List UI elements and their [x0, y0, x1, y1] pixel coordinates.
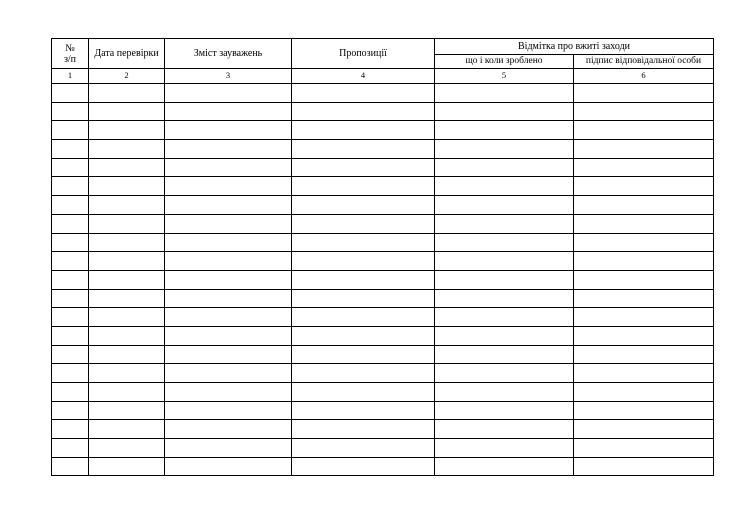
empty-cell[interactable]	[292, 457, 435, 476]
empty-cell[interactable]	[292, 84, 435, 103]
empty-cell[interactable]	[574, 364, 714, 383]
empty-cell[interactable]	[574, 383, 714, 402]
empty-cell[interactable]	[435, 326, 574, 345]
table-row	[52, 177, 714, 196]
empty-cell[interactable]	[292, 401, 435, 420]
empty-cell[interactable]	[292, 308, 435, 327]
empty-cell[interactable]	[292, 252, 435, 271]
table-row	[52, 383, 714, 402]
empty-cell[interactable]	[52, 383, 89, 402]
table-row	[52, 140, 714, 159]
empty-cell[interactable]	[165, 401, 292, 420]
empty-cell[interactable]	[165, 457, 292, 476]
table-row	[52, 196, 714, 215]
table-row	[52, 214, 714, 233]
column-number: 1	[52, 69, 89, 84]
table-row	[52, 252, 714, 271]
empty-cell[interactable]	[574, 177, 714, 196]
table-row	[52, 289, 714, 308]
empty-cell[interactable]	[165, 383, 292, 402]
empty-cell[interactable]	[89, 345, 165, 364]
empty-cell[interactable]	[574, 158, 714, 177]
empty-cell[interactable]	[52, 270, 89, 289]
table-body	[52, 84, 714, 476]
empty-cell[interactable]	[292, 289, 435, 308]
empty-cell[interactable]	[435, 401, 574, 420]
empty-cell[interactable]	[574, 233, 714, 252]
empty-cell[interactable]	[89, 308, 165, 327]
empty-cell[interactable]	[89, 401, 165, 420]
table-row	[52, 364, 714, 383]
empty-cell[interactable]	[89, 383, 165, 402]
empty-cell[interactable]	[165, 270, 292, 289]
empty-cell[interactable]	[435, 345, 574, 364]
empty-cell[interactable]	[165, 364, 292, 383]
table-row	[52, 102, 714, 121]
column-header-number	[52, 39, 89, 69]
empty-cell[interactable]	[52, 401, 89, 420]
empty-cell[interactable]	[435, 158, 574, 177]
table-row	[52, 401, 714, 420]
number-sign: №	[65, 42, 75, 54]
empty-cell[interactable]	[435, 177, 574, 196]
empty-cell[interactable]	[165, 196, 292, 215]
empty-cell[interactable]	[574, 214, 714, 233]
empty-cell[interactable]	[165, 158, 292, 177]
empty-cell[interactable]	[574, 326, 714, 345]
empty-cell[interactable]	[574, 420, 714, 439]
empty-cell[interactable]	[292, 326, 435, 345]
table-row	[52, 439, 714, 458]
table-row	[52, 345, 714, 364]
table-row	[52, 308, 714, 327]
empty-cell[interactable]	[574, 121, 714, 140]
empty-cell[interactable]	[89, 289, 165, 308]
empty-cell[interactable]	[435, 383, 574, 402]
empty-cell[interactable]	[574, 252, 714, 271]
table-row	[52, 158, 714, 177]
empty-cell[interactable]	[165, 252, 292, 271]
column-number: 3	[165, 69, 292, 84]
empty-cell[interactable]	[89, 140, 165, 159]
empty-cell[interactable]	[435, 252, 574, 271]
empty-cell[interactable]	[52, 364, 89, 383]
empty-cell[interactable]	[52, 102, 89, 121]
empty-cell[interactable]	[292, 345, 435, 364]
empty-cell[interactable]	[292, 158, 435, 177]
empty-cell[interactable]	[89, 233, 165, 252]
header-row	[52, 39, 714, 55]
empty-cell[interactable]	[574, 196, 714, 215]
column-header-measures: Відмітка про вжиті заходи	[435, 39, 714, 55]
empty-cell[interactable]	[165, 177, 292, 196]
column-number: 2	[89, 69, 165, 84]
empty-cell[interactable]	[165, 326, 292, 345]
empty-cell[interactable]	[89, 196, 165, 215]
empty-cell[interactable]	[52, 345, 89, 364]
empty-cell[interactable]	[435, 102, 574, 121]
empty-cell[interactable]	[435, 289, 574, 308]
empty-cell[interactable]	[52, 252, 89, 271]
column-header-content: Зміст зауважень	[165, 39, 292, 69]
empty-cell[interactable]	[574, 289, 714, 308]
empty-cell[interactable]	[89, 420, 165, 439]
empty-cell[interactable]	[435, 420, 574, 439]
column-header-signature: підпис відповідальної особи	[574, 55, 714, 69]
empty-cell[interactable]	[292, 196, 435, 215]
empty-cell[interactable]	[89, 252, 165, 271]
table-row	[52, 420, 714, 439]
empty-cell[interactable]	[89, 439, 165, 458]
empty-cell[interactable]	[52, 308, 89, 327]
empty-cell[interactable]	[435, 457, 574, 476]
table-row	[52, 326, 714, 345]
empty-cell[interactable]	[292, 364, 435, 383]
empty-cell[interactable]	[292, 270, 435, 289]
empty-cell[interactable]	[574, 270, 714, 289]
empty-cell[interactable]	[52, 84, 89, 103]
empty-cell[interactable]	[574, 457, 714, 476]
empty-cell[interactable]	[435, 364, 574, 383]
empty-cell[interactable]	[292, 214, 435, 233]
empty-cell[interactable]	[165, 233, 292, 252]
empty-cell[interactable]	[89, 364, 165, 383]
empty-cell[interactable]	[165, 308, 292, 327]
empty-cell[interactable]	[52, 158, 89, 177]
empty-cell[interactable]	[52, 214, 89, 233]
empty-cell[interactable]	[574, 84, 714, 103]
empty-cell[interactable]	[435, 196, 574, 215]
column-number: 4	[292, 69, 435, 84]
column-number: 5	[435, 69, 574, 84]
empty-cell[interactable]	[435, 140, 574, 159]
table-row	[52, 233, 714, 252]
empty-cell[interactable]	[435, 270, 574, 289]
empty-cell[interactable]	[292, 420, 435, 439]
empty-cell[interactable]	[52, 140, 89, 159]
empty-cell[interactable]	[165, 214, 292, 233]
empty-cell[interactable]	[89, 84, 165, 103]
empty-cell[interactable]	[89, 158, 165, 177]
empty-cell[interactable]	[52, 289, 89, 308]
empty-cell[interactable]	[89, 121, 165, 140]
empty-cell[interactable]	[574, 439, 714, 458]
empty-cell[interactable]	[574, 345, 714, 364]
empty-cell[interactable]	[89, 326, 165, 345]
empty-cell[interactable]	[165, 102, 292, 121]
empty-cell[interactable]	[165, 289, 292, 308]
empty-cell[interactable]	[52, 196, 89, 215]
empty-cell[interactable]	[292, 177, 435, 196]
empty-cell[interactable]	[435, 233, 574, 252]
empty-cell[interactable]	[574, 102, 714, 121]
empty-cell[interactable]	[165, 121, 292, 140]
empty-cell[interactable]	[165, 439, 292, 458]
empty-cell[interactable]	[292, 383, 435, 402]
empty-cell[interactable]	[52, 177, 89, 196]
empty-cell[interactable]	[165, 420, 292, 439]
empty-cell[interactable]	[292, 439, 435, 458]
empty-cell[interactable]	[292, 233, 435, 252]
empty-cell[interactable]	[165, 140, 292, 159]
empty-cell[interactable]	[435, 214, 574, 233]
empty-cell[interactable]	[52, 457, 89, 476]
empty-cell[interactable]	[52, 326, 89, 345]
empty-cell[interactable]	[165, 345, 292, 364]
empty-cell[interactable]	[89, 102, 165, 121]
column-header-proposals: Пропозиції	[292, 39, 435, 69]
table-row	[52, 121, 714, 140]
empty-cell[interactable]	[435, 308, 574, 327]
empty-cell[interactable]	[89, 177, 165, 196]
empty-cell[interactable]	[292, 140, 435, 159]
empty-cell[interactable]	[292, 121, 435, 140]
empty-cell[interactable]	[52, 233, 89, 252]
empty-cell[interactable]	[89, 457, 165, 476]
column-number: 6	[574, 69, 714, 84]
empty-cell[interactable]	[52, 121, 89, 140]
number-abbrev: з/п	[63, 53, 77, 65]
empty-cell[interactable]	[435, 121, 574, 140]
empty-cell[interactable]	[52, 439, 89, 458]
empty-cell[interactable]	[89, 214, 165, 233]
empty-cell[interactable]	[574, 308, 714, 327]
table-row	[52, 84, 714, 103]
table-row	[52, 457, 714, 476]
table-row	[52, 270, 714, 289]
empty-cell[interactable]	[292, 102, 435, 121]
empty-cell[interactable]	[52, 420, 89, 439]
empty-cell[interactable]	[435, 84, 574, 103]
column-number-row	[52, 69, 714, 84]
empty-cell[interactable]	[165, 84, 292, 103]
empty-cell[interactable]	[574, 140, 714, 159]
inspection-journal-table	[51, 38, 714, 476]
empty-cell[interactable]	[435, 439, 574, 458]
column-header-date: Дата перевірки	[89, 39, 165, 69]
empty-cell[interactable]	[89, 270, 165, 289]
column-header-what-when: що і коли зроблено	[435, 55, 574, 69]
empty-cell[interactable]	[574, 401, 714, 420]
